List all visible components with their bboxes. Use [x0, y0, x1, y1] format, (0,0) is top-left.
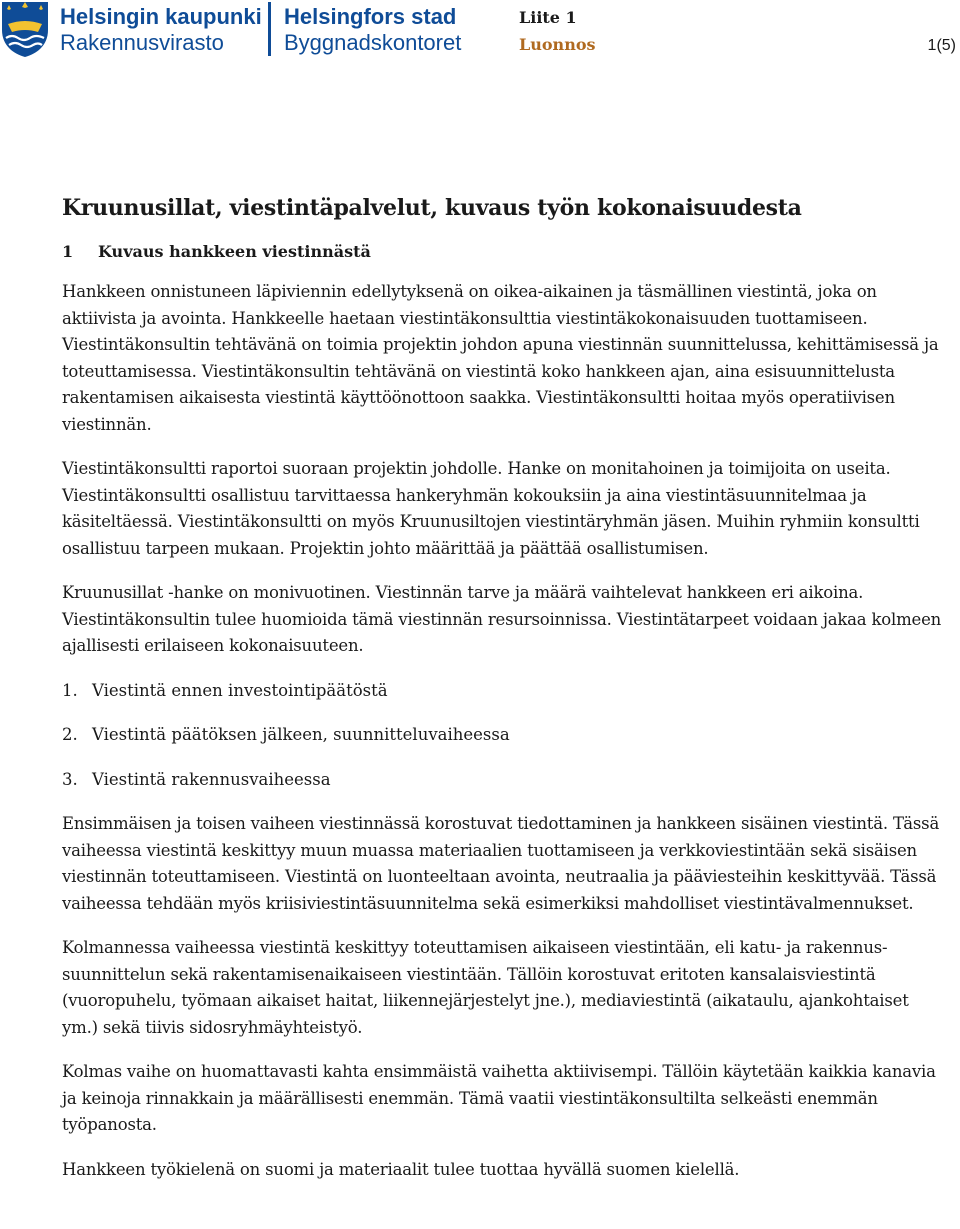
paragraph-2: Viestintäkonsultti raportoi suoraan projektin johdolle. Hanke on monitahoinen ja toimijoita on useita. Viestintäkonsultti osallistuu tarvittaessa hankeryhmän kokouksiin ja aina viestintäsuunnitelmaa ja käsiteltäessä. Viestintäkonsultti on myös Kruunusiltojen viestintäryhmän jäsen. Muihin ryhmiin konsultti osallistuu tarpeen mukaan. Projektin johto määrittää ja päättää osallistumisen.	[62, 459, 920, 558]
list-item-number: 1.	[62, 680, 78, 700]
draft-label: Luonnos	[519, 35, 596, 54]
list-item-text: Viestintä rakennusvaiheessa	[92, 769, 331, 789]
org-fi-city: Helsingin kaupunki	[60, 4, 262, 29]
paragraph-5: Kolmannessa vaiheessa viestintä keskittyy toteuttamisen aikaiseen viestintään, eli katu- ja rakennus-suunnittelun sekä rakentamisenaikaiseen viestintään. Tällöin korostuvat eritoten kansalaisviestintä (vuoropuhelu, työmaan aikaiset haitat, liikennejärjestelyt jne.), mediaviestintä (aikataulu, ajankohtaiset ym.) sekä tiivis sidosryhmäyhteistyö.	[62, 938, 909, 1037]
org-name-sv	[284, 6, 461, 54]
header-divider	[268, 2, 271, 56]
list-item-text: Viestintä ennen investointipäätöstä	[92, 680, 388, 700]
org-name-fi	[60, 6, 262, 54]
list-item-number: 2.	[62, 725, 78, 744]
paragraph-3: Kruunusillat -hanke on monivuotinen. Viestinnän tarve ja määrä vaihtelevat hankkeen eri aikoina. Viestintäkonsultin tulee huomioida tämä viestinnän resursoinnissa. Viestintätarpeet voidaan jakaa kolmeen ajallisesti erilaiseen kokonaisuuteen.	[62, 583, 942, 655]
list-item	[62, 678, 942, 705]
paragraph-4: Ensimmäisen ja toisen vaiheen viestinnässä korostuvat tiedottaminen ja hankkeen sisäinen viestintä. Tässä vaiheessa viestintä keskittyy muun muassa materiaalien tuottamiseen ja verkkoviestintään sekä sisäisen viestinnän toteuttamiseen. Viestintä on luonteeltaan avointa, neutraalia ja pääviesteihin keskittyvää. Tässä vaiheessa tehdään myös kriisiviestintäsuunnitelma sekä esimerkiksi mahdolliset viestintävalmennukset.	[62, 814, 940, 913]
paragraph-1: Hankkeen onnistuneen läpiviennin edellytyksenä on oikea-aikainen ja täsmällinen viestintä, joka on aktiivista ja avointa. Hankkeelle haetaan viestintäkonsulttia viestintäkokonaisuuden tuottamiseen. Viestintäkonsultin tehtävänä on toimia projektin johdon apuna viestinnän suunnittelussa, kehittämisessä ja toteuttamisessa. Viestintäkonsultin tehtävänä on viestintä koko hankkeen ajan, aina esisuunnittelusta rakentamisen aikaisesta viestintä käyttöönottoon saakka. Viestintäkonsultti hoitaa myös operatiivisen viestinnän.	[62, 282, 939, 434]
helsinki-crest-logo	[0, 0, 50, 58]
attachment-label: Liite 1	[519, 8, 577, 27]
section-heading	[62, 240, 942, 264]
paragraph-7: Hankkeen työkielenä on suomi ja materiaalit tulee tuottaa hyvällä suomen kielellä.	[62, 1159, 740, 1179]
org-sv-department: Byggnadskontoret	[284, 30, 462, 55]
section-title: Kuvaus hankkeen viestinnästä	[98, 242, 371, 261]
page-number: 1(5)	[927, 37, 956, 54]
list-item-number: 3.	[62, 769, 78, 789]
org-fi-department: Rakennusvirasto	[60, 30, 224, 55]
list-item-text: Viestintä päätöksen jälkeen, suunnitteluvaiheessa	[92, 725, 510, 744]
list-item	[62, 722, 942, 749]
document-body	[62, 193, 942, 1183]
org-sv-city: Helsingfors stad	[284, 4, 457, 29]
list-item	[62, 767, 942, 794]
document-title: Kruunusillat, viestintäpalvelut, kuvaus työn kokonaisuudesta	[62, 195, 802, 221]
paragraph-6: Kolmas vaihe on huomattavasti kahta ensimmäistä vaihetta aktiivisempi. Tällöin käytetään kaikkia kanavia ja keinoja rinnakkain ja määrällisesti enemmän. Tämä vaatii viestintäkonsultilta selkeästi enemmän työpanosta.	[62, 1062, 936, 1134]
section-number: 1	[62, 242, 74, 261]
